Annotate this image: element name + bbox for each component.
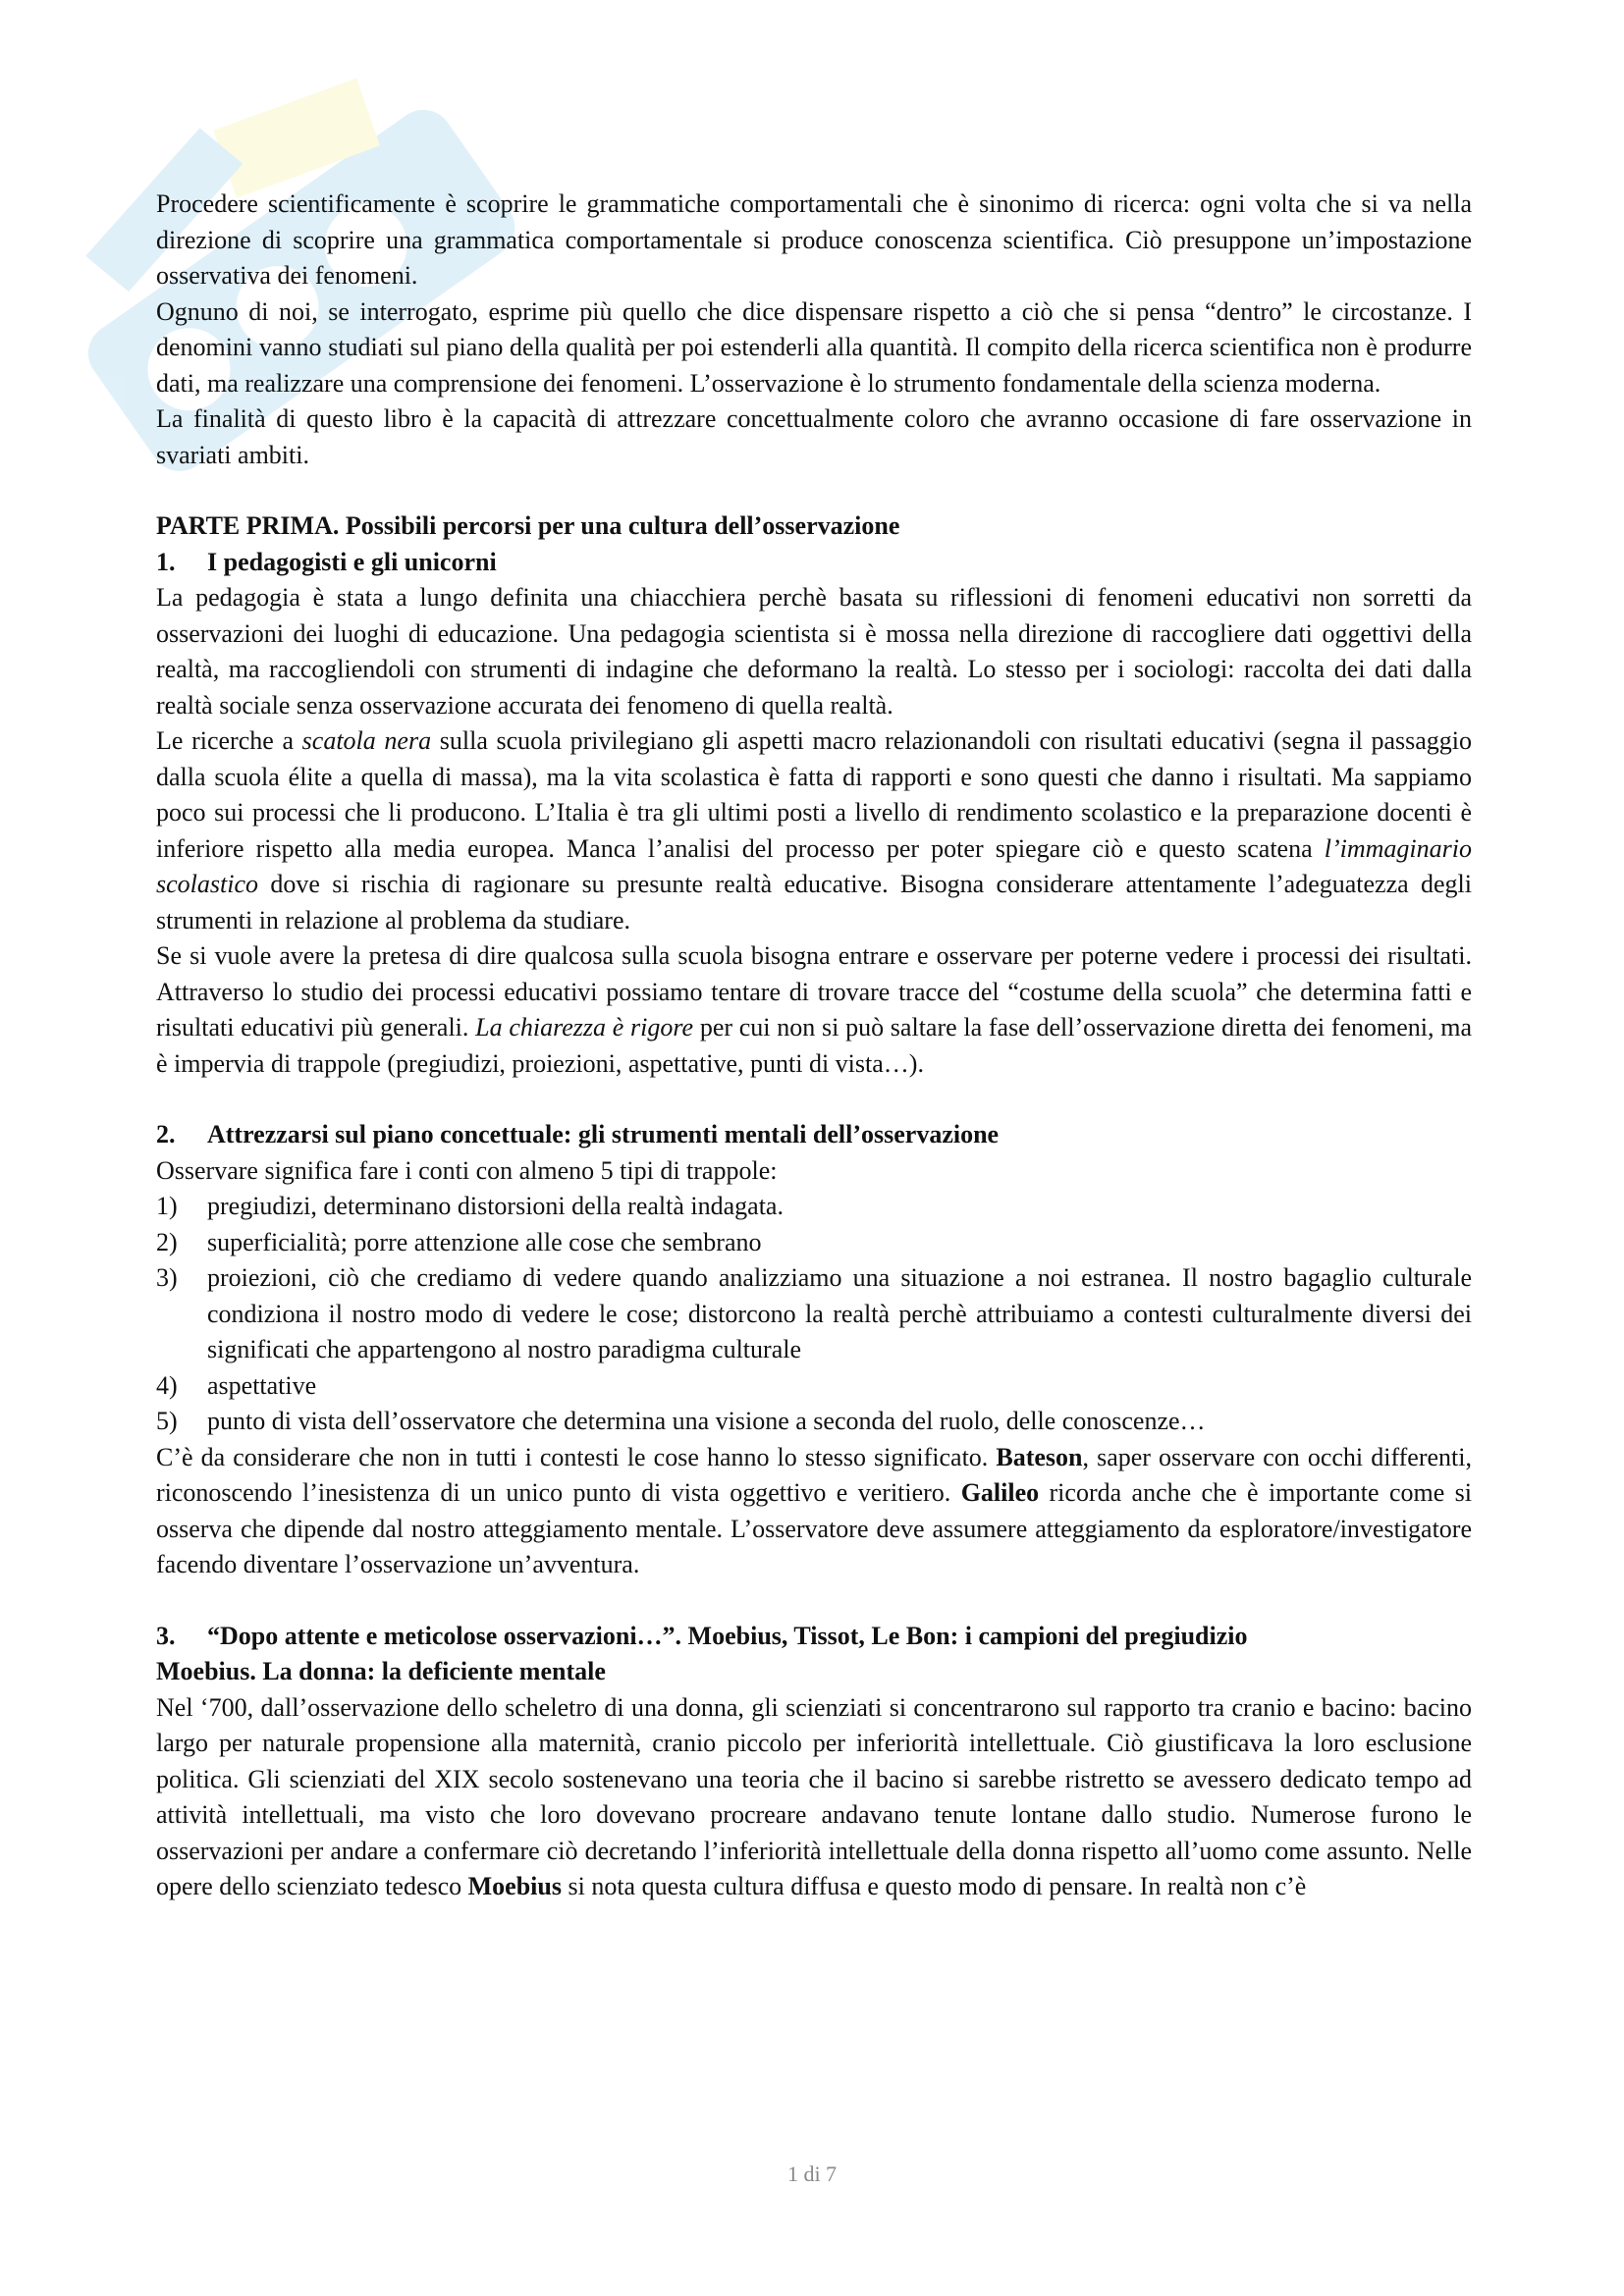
list-item (156, 1404, 1472, 1440)
list-item-number: 1) (156, 1192, 178, 1220)
list-item (156, 1260, 1472, 1368)
section-2-title: Attrezzarsi sul piano concettuale: gli strumenti mentali dell’osservazione (207, 1120, 1000, 1148)
list-item-text: pregiudizi, determinano distorsioni della realtà indagata. (207, 1192, 784, 1220)
page-number: 1 di 7 (786, 2162, 838, 2186)
text-run: , saper osservare con occhi differenti, riconoscendo l’inesistenza di un unico punto di vista oggettivo e veritiero. (156, 1442, 1472, 1507)
list-item-text: proiezioni, ciò che crediamo di vedere quando analizziamo una situazione a noi estranea. Il nostro bagaglio culturale condiziona il nostro modo di vedere le cose; distorcono la realtà perchè attribuiamo a contesti culturalmente diversi dei significati che appartengono al nostro paradigma culturale (207, 1263, 1472, 1363)
section-2-lead: Osservare significa fare i conti con almeno 5 tipi di trappole: (156, 1155, 778, 1185)
list-item (156, 1189, 1472, 1225)
list-item-text: punto di vista dell’osservatore che determina una visione a seconda del ruolo, delle conoscenze… (207, 1407, 1206, 1435)
intro-paragraph-1: Procedere scientificamente è scoprire le grammatiche comportamentali che è sinonimo di ricerca: ogni volta che si va nella direzione di scoprire una grammatica comportamentale si produce conoscenza scientifica. Ciò presuppone un’impostazione osservativa dei fenomeni. (156, 189, 1472, 290)
section-1-paragraph-3 (156, 938, 1472, 1082)
section-3-number: 3. (156, 1621, 176, 1650)
text-run: si nota questa cultura diffusa e questo modo di pensare. In realtà non c’è (561, 1872, 1307, 1900)
section-2-paragraph-1 (156, 1440, 1472, 1583)
text-run: Le ricerche a (156, 726, 302, 755)
section-1-number: 1. (156, 547, 176, 576)
bold-name: Moebius (467, 1872, 562, 1900)
section-3-paragraph-1 (156, 1690, 1472, 1905)
text-run: C’è da considerare che non in tutti i contesti le cose hanno lo stesso significato. (156, 1442, 997, 1471)
text-run: per cui non si può saltare la fase dell’osservazione diretta dei fenomeni, ma è impervia di trappole (pregiudizi, proiezioni, aspettative, punti di vista…). (156, 1013, 1472, 1078)
section-2-number: 2. (156, 1120, 176, 1148)
intro-paragraph-2: Ognuno di noi, se interrogato, esprime più quello che dice dispensare rispetto a ciò che si pensa “dentro” le circostanze. I denomini vanno studiati sul piano della qualità per poi estenderli alla quantità. Il compito della ricerca scientifica non è produrre dati, ma realizzare una comprensione dei fenomeni. L’osservazione è lo strumento fondamentale della scienza moderna. (156, 296, 1472, 398)
list-item-number: 3) (156, 1263, 178, 1292)
emphasis-text: l’immaginario scolastico (156, 833, 1472, 898)
text-run: sulla scuola privilegiano gli aspetti macro relazionandoli con risultati educativi (segna il passaggio dalla scuola élite a quella di massa), ma la vita scolastica è fatta di rapporti e sono questi che danno i risultati. Ma sappiamo poco sui processi che li producono. L’Italia è tra gli ultimi posti a livello di rendimento scolastico e la preparazione docenti è inferiore rispetto alla media europea. Manca l’analisi del processo per poter spiegare ciò e questo scatena (156, 726, 1472, 863)
list-item-number: 5) (156, 1407, 178, 1435)
list-item-number: 2) (156, 1227, 178, 1256)
section-2-heading (156, 1117, 1472, 1153)
section-3-title: “Dopo attente e meticolose osservazioni…”. Moebius, Tissot, Le Bon: i campioni del pregiudizio (207, 1621, 1248, 1650)
document-body (156, 187, 1472, 1905)
text-run: ricorda anche che è importante come si osserva che dipende dal nostro atteggiamento mentale. L’osservatore deve assumere atteggiamento da esploratore/investigatore facendo diventare l’osservazione un’avventura. (156, 1478, 1472, 1578)
list-item-number: 4) (156, 1370, 178, 1400)
list-item (156, 1368, 1472, 1405)
part-title: PARTE PRIMA. Possibili percorsi per una cultura dell’osservazione (156, 511, 900, 540)
section-3-subtitle: Moebius. La donna: la deficiente mentale (156, 1657, 606, 1685)
section-1-heading (156, 545, 1472, 581)
section-1-paragraph-1: La pedagogia è stata a lungo definita una chiacchiera perchè basata su riflessioni di fenomeni educativi non sorretti da osservazioni dei luoghi di educazione. Una pedagogia scientista si è mossa nella direzione di raccogliere dati oggettivi della realtà, ma raccogliendoli con strumenti di indagine che deformano la realtà. Lo stesso per i sociologi: raccolta dei dati dalla realtà sociale senza osservazione accurata dei fenomeno di quella realtà. (156, 583, 1472, 720)
text-run: Se si vuole avere la pretesa di dire qualcosa sulla scuola bisogna entrare e osservare per poterne vedere i processi dei risultati. Attraverso lo studio dei processi educativi possiamo tentare di trovare tracce del “costume della scuola” che determina fatti e risultati educativi più generali. (156, 941, 1472, 1041)
bold-name: Bateson (996, 1442, 1083, 1471)
bold-name: Galileo (960, 1478, 1040, 1507)
list-item-text: superficialità; porre attenzione alle cose che sembrano (207, 1227, 762, 1256)
section-1-title: I pedagogisti e gli unicorni (207, 547, 497, 576)
text-run: Nel ‘700, dall’osservazione dello scheletro di una donna, gli scienziati si concentrarono sul rapporto tra cranio e bacino: bacino largo per naturale propensione alla maternità, cranio piccolo per inferiorità intellettuale. Ciò giustificava la loro esclusione politica. Gli scienziati del XIX secolo sostenevano una teoria che il bacino si sarebbe ristretto se avessero dedicato tempo ad attività intellettuali, ma visto che loro dovevano procreare andavano tenute lontane dallo studio. Numerose furono le osservazioni per andare a confermare ciò decretando l’inferiorità intellettuale della donna rispetto all’uomo come assunto. Nelle opere dello scienziato tedesco (156, 1692, 1472, 1900)
emphasis-text: La chiarezza è rigore (475, 1013, 694, 1041)
list-item (156, 1225, 1472, 1261)
text-run: dove si rischia di ragionare su presunte realtà educative. Bisogna considerare attentamente l’adeguatezza degli strumenti in relazione al problema da studiare. (156, 870, 1472, 934)
emphasis-text: scatola nera (301, 726, 432, 755)
traps-list (156, 1189, 1472, 1440)
section-1-paragraph-2 (156, 723, 1472, 938)
list-item-text: aspettative (207, 1370, 317, 1400)
intro-paragraph-3: La finalità di questo libro è la capacità di attrezzare concettualmente coloro che avranno occasione di fare osservazione in svariati ambiti. (156, 404, 1472, 469)
section-3-heading (156, 1619, 1472, 1655)
